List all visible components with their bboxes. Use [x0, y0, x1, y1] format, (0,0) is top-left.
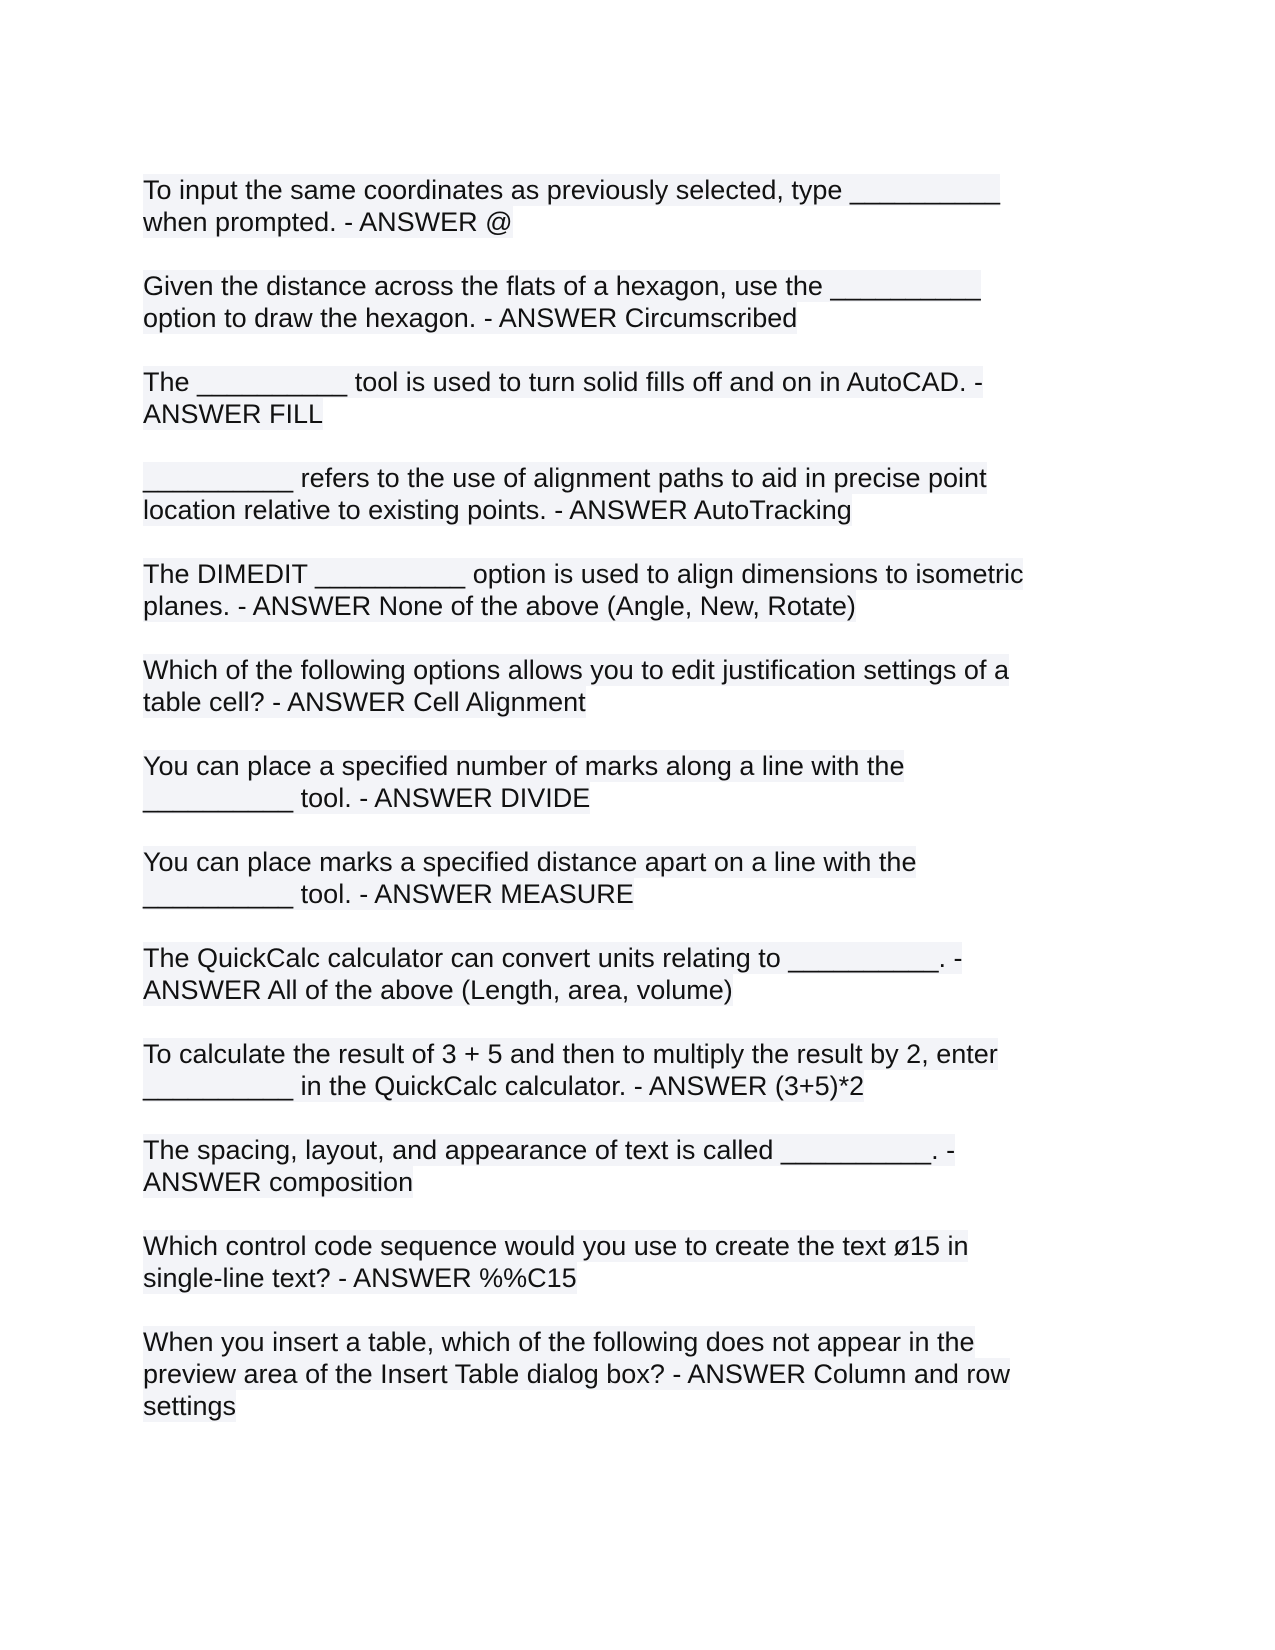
highlighted-text: To calculate the result of 3 + 5 and then to multiply the result by 2, enter	[143, 1039, 998, 1069]
text-line	[143, 1390, 1143, 1422]
highlighted-text: single-line text? - ANSWER %%C15	[143, 1263, 577, 1293]
text-line	[143, 1070, 1143, 1102]
highlighted-text: __________ tool. - ANSWER DIVIDE	[143, 783, 591, 813]
text-line	[143, 878, 1143, 910]
highlighted-text: __________ refers to the use of alignment paths to aid in precise point	[143, 463, 987, 493]
text-line	[143, 1230, 1143, 1262]
highlighted-text: location relative to existing points. - ANSWER AutoTracking	[143, 495, 852, 525]
text-line	[143, 750, 1143, 782]
text-line	[143, 846, 1143, 878]
highlighted-text: Which of the following options allows you to edit justification settings of a	[143, 655, 1009, 685]
text-line	[143, 398, 1143, 430]
text-line	[143, 1134, 1143, 1166]
question-answer-item	[143, 942, 1143, 1006]
highlighted-text: The QuickCalc calculator can convert units relating to __________. -	[143, 943, 963, 973]
question-answer-item	[143, 174, 1143, 238]
text-line	[143, 974, 1143, 1006]
highlighted-text: You can place marks a specified distance apart on a line with the	[143, 847, 917, 877]
question-answer-item	[143, 654, 1143, 718]
text-line	[143, 1166, 1143, 1198]
question-answer-item	[143, 1326, 1143, 1422]
question-answer-item	[143, 846, 1143, 910]
highlighted-text: __________ tool. - ANSWER MEASURE	[143, 879, 634, 909]
document-body	[143, 174, 1143, 1454]
question-answer-item	[143, 1134, 1143, 1198]
highlighted-text: ANSWER FILL	[143, 399, 324, 429]
text-line	[143, 174, 1143, 206]
text-line	[143, 590, 1143, 622]
highlighted-text: __________ in the QuickCalc calculator. - ANSWER (3+5)*2	[143, 1071, 865, 1101]
highlighted-text: settings	[143, 1391, 237, 1421]
highlighted-text: The __________ tool is used to turn solid fills off and on in AutoCAD. -	[143, 367, 984, 397]
text-line	[143, 1326, 1143, 1358]
highlighted-text: You can place a specified number of marks along a line with the	[143, 751, 905, 781]
text-line	[143, 1038, 1143, 1070]
question-answer-item	[143, 462, 1143, 526]
text-line	[143, 302, 1143, 334]
question-answer-item	[143, 1230, 1143, 1294]
highlighted-text: When you insert a table, which of the following does not appear in the	[143, 1327, 975, 1357]
highlighted-text: The spacing, layout, and appearance of text is called __________. -	[143, 1135, 956, 1165]
highlighted-text: To input the same coordinates as previously selected, type __________	[143, 175, 1001, 205]
highlighted-text: Given the distance across the flats of a hexagon, use the __________	[143, 271, 981, 301]
highlighted-text: preview area of the Insert Table dialog box? - ANSWER Column and row	[143, 1359, 1010, 1389]
highlighted-text: The DIMEDIT __________ option is used to align dimensions to isometric	[143, 559, 1024, 589]
highlighted-text: Which control code sequence would you use to create the text ø15 in	[143, 1231, 969, 1261]
question-answer-item	[143, 750, 1143, 814]
text-line	[143, 686, 1143, 718]
highlighted-text: ANSWER All of the above (Length, area, volume)	[143, 975, 733, 1005]
question-answer-item	[143, 270, 1143, 334]
highlighted-text: planes. - ANSWER None of the above (Angle, New, Rotate)	[143, 591, 856, 621]
text-line	[143, 942, 1143, 974]
question-answer-item	[143, 558, 1143, 622]
highlighted-text: table cell? - ANSWER Cell Alignment	[143, 687, 586, 717]
text-line	[143, 654, 1143, 686]
question-answer-item	[143, 1038, 1143, 1102]
text-line	[143, 1262, 1143, 1294]
highlighted-text: option to draw the hexagon. - ANSWER Circumscribed	[143, 303, 798, 333]
text-line	[143, 558, 1143, 590]
text-line	[143, 782, 1143, 814]
text-line	[143, 494, 1143, 526]
text-line	[143, 366, 1143, 398]
text-line	[143, 270, 1143, 302]
highlighted-text: ANSWER composition	[143, 1167, 414, 1197]
text-line	[143, 462, 1143, 494]
text-line	[143, 206, 1143, 238]
highlighted-text: when prompted. - ANSWER @	[143, 207, 513, 237]
question-answer-item	[143, 366, 1143, 430]
text-line	[143, 1358, 1143, 1390]
